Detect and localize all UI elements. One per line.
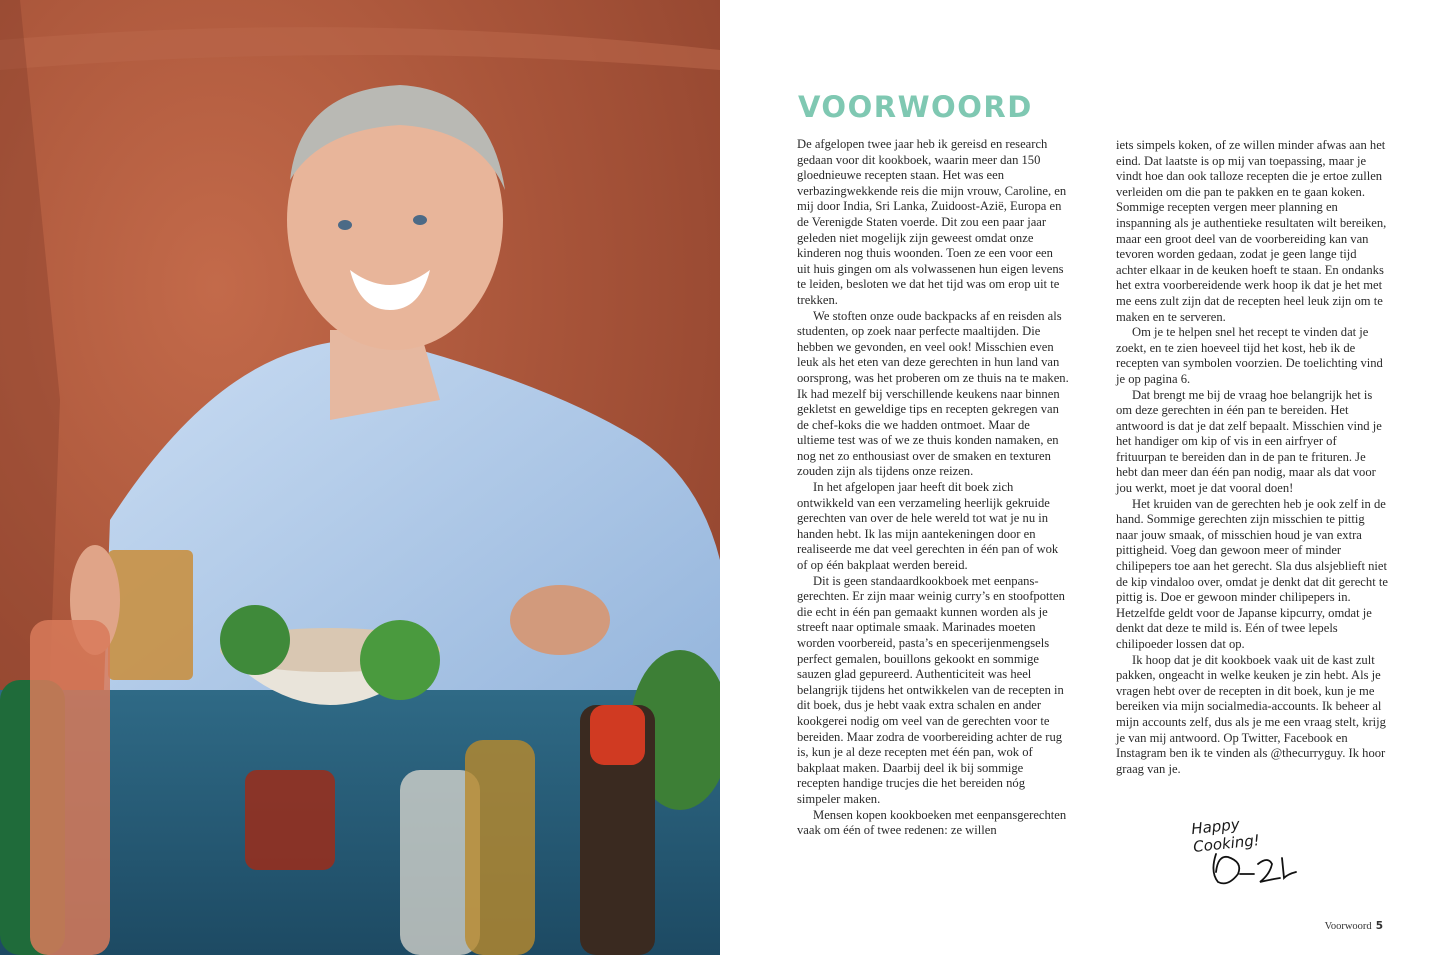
paragraph: Dat brengt me bij de vraag hoe belangrijk het is om deze gerechten in één pan te bereiden. Het antwoord is dat je dat zelf bepaalt. Misschien vind je het handiger om kip of vis in een airfryer of frituurpan te bereiden dan in de pan te frituren. Je hebt dan meer dan één pan nodig, maar als dat voor jou werkt, moet je dat vooral doen! bbox=[1116, 387, 1382, 496]
paragraph: Het kruiden van de gerechten heb je ook zelf in de hand. Sommige gerechten zijn misschien te pittig naar jouw smaak, of misschien houd je van extra pittigheid. Voeg dan gewoon meer of minder chilipepers toe aan het gerecht. Sla dus alsjeblieft niet de kip vindaloo over, omdat je denkt dat dit gerecht te pittig is. Doe er gewoon minder chilipepers in. Hetzelfde geldt voor de Japanse kipcurry, omdat je denkt dat deze te mild is. Eén of twee lepels chilipoeder lossen dat op. bbox=[1116, 496, 1388, 651]
right-text-column bbox=[1116, 138, 1388, 777]
page-footer bbox=[1325, 920, 1383, 932]
page-title: VOORWOORD bbox=[798, 90, 1033, 124]
paragraph: De afgelopen twee jaar heb ik gereisd en research gedaan voor dit kookboek, waarin meer dan 150 gloednieuwe recepten staan. Het was een verbazingwekkende reis die mijn vrouw, Caroline, en mij door India, Sri Lanka, Zuidoost-Azië, Europa en de Verenigde Staten voerde. Dit zou een paar jaar geleden niet mogelijk zijn geweest omdat onze kinderen nog thuis woonden. Toen ze een voor een uit huis gingen om als volwassenen hun eigen levens te leiden, besloten we dat het tijd was om erop uit te trekken. bbox=[797, 137, 1067, 307]
signature-greeting: Happy Cooking! bbox=[1190, 815, 1261, 856]
left-text-column bbox=[797, 137, 1069, 839]
paragraph: iets simpels koken, of ze willen minder afwas aan het eind. Dat laatste is op mij van toepassing, maar je vindt hoe dan ook talloze recepten die je ertoe zullen verleiden om die pan te pakken en te gaan koken. Sommige recepten vergen meer planning en inspanning als je authentieke resultaten wilt bereiken, maar een groot deel van de voorbereiding kan van tevoren worden gedaan, zodat je geen lange tijd achter elkaar in de keuken hoeft te staan. En ondanks het extra voorbereidende werk hoop ik dat je het met me eens zult zijn dat de recepten heel leuk zijn om te maken en te serveren. bbox=[1116, 138, 1387, 324]
footer-section: Voorwoord bbox=[1324, 921, 1372, 932]
paragraph: We stoften onze oude backpacks af en reisden als studenten, op zoek naar perfecte maaltijden. Die hebben we gevonden, en veel ook! Misschien even leuk als het eten van deze gerechten in hun land van oorsprong, was het proberen om ze thuis na te maken. Ik had mezelf bij verschillende keukens naar binnen gekletst en geweldige tips en recepten gekregen van de chef-koks die we hadden ontmoet. Maar de ultieme test was of we ze thuis konden namaken, en nog net zo enthousiast over de smaken en texturen zouden zijn als tijdens onze reizen. bbox=[797, 308, 1069, 479]
paragraph: Om je te helpen snel het recept te vinden dat je zoekt, en te zien hoeveel tijd het kost, heb ik de recepten van symbolen voorzien. De toelichting vind je op pagina 6. bbox=[1116, 325, 1383, 386]
handwritten-signature bbox=[1188, 812, 1308, 890]
paragraph: In het afgelopen jaar heeft dit boek zich ontwikkeld van een verzameling heerlijk gekruide gerechten van over de hele wereld tot wat je nu in handen hebt. Ik las mijn aantekeningen door en realiseerde me dat veel gerechten in één pan of wok of op één bakplaat werden bereid. bbox=[797, 480, 1059, 573]
paragraph: Ik hoop dat je dit kookboek vaak uit de kast zult pakken, ongeacht in welke keuken je zin hebt. Als je vragen hebt over de recepten in dit boek, kun je me bereiken via mijn socialmedia-accounts. Ik beheer al mijn accounts zelf, dus als je me een vraag stelt, krijg je van mij antwoord. Op Twitter, Facebook en Instagram ben ik te vinden als @thecurryguy. Ik hoor graag van je. bbox=[1116, 652, 1386, 776]
signature-initials-icon bbox=[1188, 812, 1308, 890]
paragraph: Dit is geen standaardkookboek met eenpansgerechten. Er zijn maar weinig curry’s en stoofpotten die echt in één pan gemaakt kunnen worden als je streeft naar optimale smaak. Marinades moeten worden voorbereid, pasta’s en specerijenmengsels perfect gemalen, bouillons gekookt en sommige sauzen glad gepureerd. Authenticiteit was heel belangrijk tijdens het ontwikkelen van de recepten in dit boek, dus je hebt vaak extra schalen en ander kookgerei nodig om veel van de gerechten voor te bereiden. Maar zodra de voorbereiding achter de rug is, kun je al deze recepten met één pan, wok of bakplaat maken. Daarbij deel ik bij sommige recepten handige trucjes die het bereiden nóg simpeler maken. bbox=[797, 573, 1065, 806]
text-page bbox=[720, 0, 1440, 955]
page-number: 5 bbox=[1375, 920, 1383, 932]
paragraph: Mensen kopen kookboeken met eenpansgerechten vaak om één of twee redenen: ze willen bbox=[797, 807, 1067, 838]
